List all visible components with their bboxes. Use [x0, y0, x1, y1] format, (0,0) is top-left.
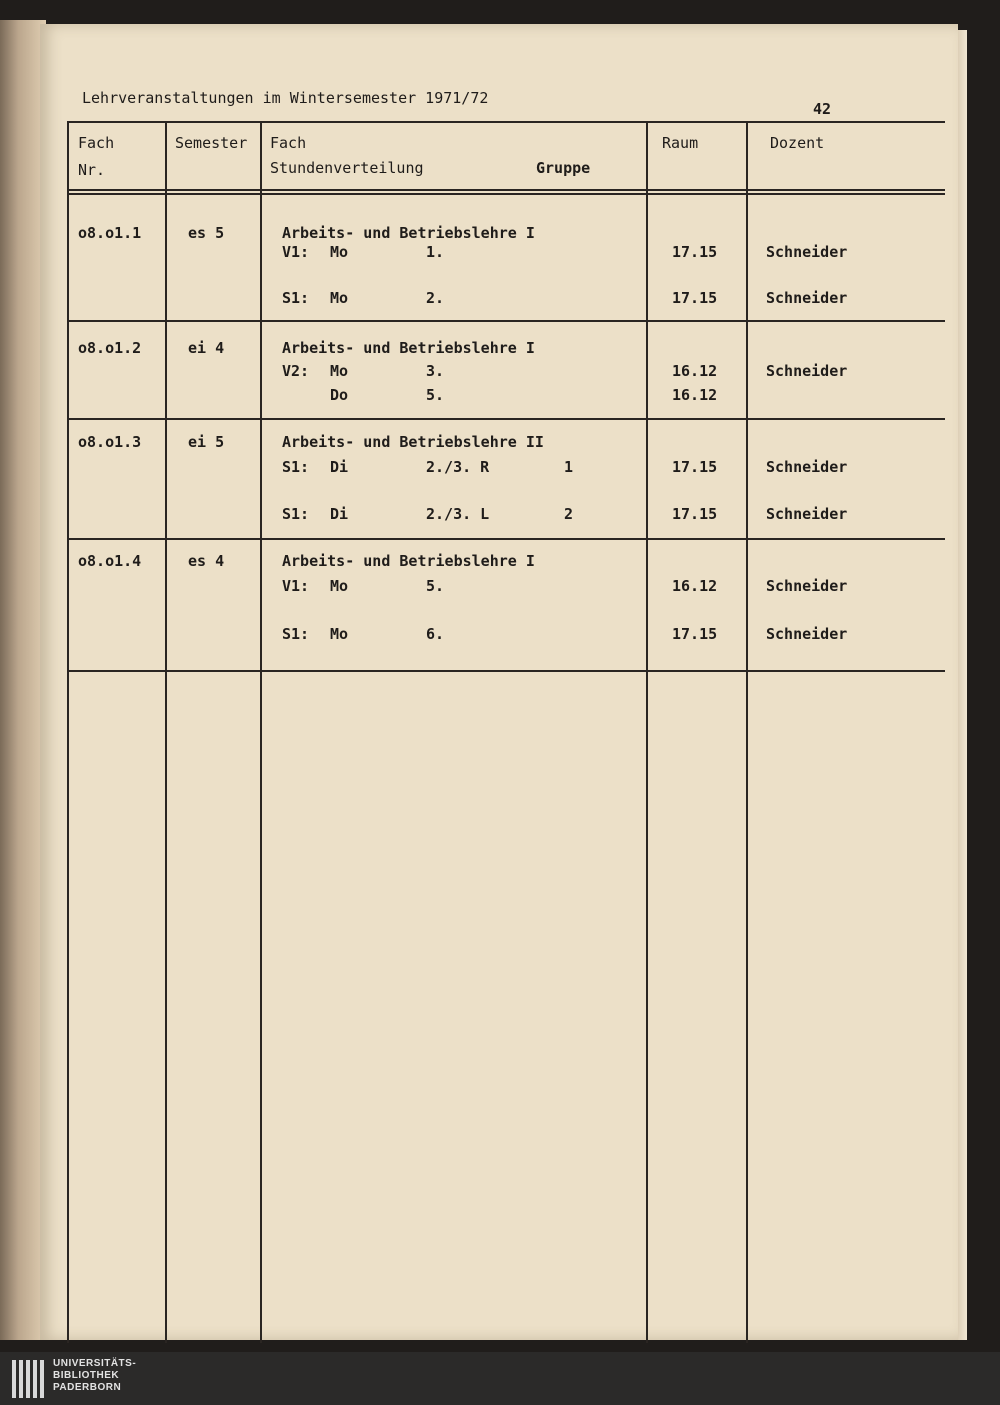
entry-separator-3 [67, 538, 945, 540]
dozent-column-divider [746, 121, 748, 1343]
session-dozent: Schneider [766, 289, 848, 307]
entry-title: Arbeits- und Betriebslehre I [282, 224, 535, 242]
table-left-border [67, 121, 69, 1343]
entry-semester: es 4 [188, 552, 225, 570]
library-logo-icon [12, 1360, 46, 1398]
entry-separator-1 [67, 320, 945, 322]
session-day: Mo [330, 362, 349, 380]
semester-column-divider [165, 121, 167, 1343]
session-dozent: Schneider [766, 458, 848, 476]
entry-separator-4 [67, 670, 945, 672]
entry-semester: ei 5 [188, 433, 225, 451]
header-nr-line1: Fach [78, 134, 115, 152]
header-semester: Semester [175, 134, 248, 152]
session-slot: 2./3. L [426, 505, 490, 523]
session-type: S1: [282, 625, 310, 643]
raum-column-divider [646, 121, 648, 1343]
entry-nr: o8.o1.3 [78, 433, 142, 451]
session-slot: 6. [426, 625, 445, 643]
entry-nr: o8.o1.2 [78, 339, 142, 357]
document-page [40, 24, 958, 1340]
session-day: Di [330, 458, 349, 476]
session-type: V1: [282, 243, 310, 261]
session-slot: 2. [426, 289, 445, 307]
page-number: 42 [813, 100, 832, 118]
entry-title: Arbeits- und Betriebslehre I [282, 552, 535, 570]
entry-nr: o8.o1.1 [78, 224, 142, 242]
fach-column-divider [260, 121, 262, 1343]
session-raum: 16.12 [672, 577, 718, 595]
session-raum: 16.12 [672, 386, 718, 404]
library-name-line3: PADERBORN [53, 1382, 122, 1393]
session-slot: 1. [426, 243, 445, 261]
session-slot: 2./3. R [426, 458, 490, 476]
session-day: Mo [330, 289, 349, 307]
table-top-border [67, 121, 945, 123]
session-dozent: Schneider [766, 362, 848, 380]
session-type: V2: [282, 362, 310, 380]
session-day: Mo [330, 243, 349, 261]
entry-semester: es 5 [188, 224, 225, 242]
header-gruppe: Gruppe [536, 159, 591, 177]
session-raum: 17.15 [672, 458, 718, 476]
entry-title: Arbeits- und Betriebslehre I [282, 339, 535, 357]
session-type: S1: [282, 289, 310, 307]
session-dozent: Schneider [766, 577, 848, 595]
header-double-rule [67, 193, 945, 195]
session-day: Di [330, 505, 349, 523]
session-day: Mo [330, 577, 349, 595]
session-raum: 17.15 [672, 243, 718, 261]
header-raum: Raum [662, 134, 699, 152]
entry-nr: o8.o1.4 [78, 552, 142, 570]
header-stundenverteilung: Stundenverteilung [270, 159, 424, 177]
session-type: S1: [282, 458, 310, 476]
session-type: S1: [282, 505, 310, 523]
session-dozent: Schneider [766, 625, 848, 643]
library-footer-bar [0, 1352, 1000, 1405]
session-dozent: Schneider [766, 243, 848, 261]
session-slot: 5. [426, 386, 445, 404]
header-fach: Fach [270, 134, 307, 152]
entry-title: Arbeits- und Betriebslehre II [282, 433, 544, 451]
session-raum: 17.15 [672, 505, 718, 523]
session-gruppe: 2 [564, 505, 574, 523]
library-name-line2: BIBLIOTHEK [53, 1370, 120, 1381]
session-day: Mo [330, 625, 349, 643]
session-raum: 17.15 [672, 625, 718, 643]
session-type: V1: [282, 577, 310, 595]
header-nr-line2: Nr. [78, 161, 106, 179]
session-slot: 3. [426, 362, 445, 380]
session-dozent: Schneider [766, 505, 848, 523]
session-day: Do [330, 386, 349, 404]
table-header-bottom-border [67, 189, 945, 191]
session-raum: 17.15 [672, 289, 718, 307]
session-slot: 5. [426, 577, 445, 595]
entry-separator-2 [67, 418, 945, 420]
header-dozent: Dozent [770, 134, 825, 152]
session-gruppe: 1 [564, 458, 574, 476]
entry-semester: ei 4 [188, 339, 225, 357]
session-raum: 16.12 [672, 362, 718, 380]
library-name-line1: UNIVERSITÄTS- [53, 1358, 137, 1369]
page-title: Lehrveranstaltungen im Wintersemester 1971/72 [82, 89, 489, 107]
